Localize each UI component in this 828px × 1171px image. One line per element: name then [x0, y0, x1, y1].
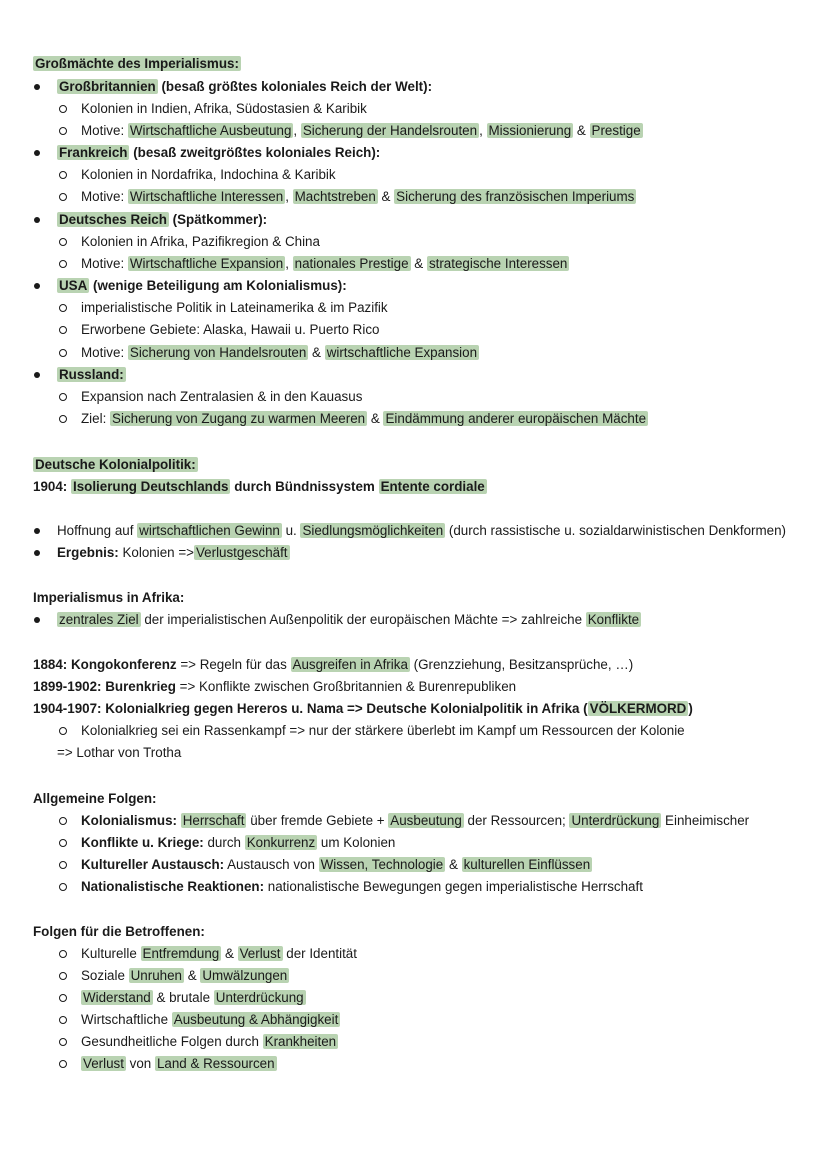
highlighted-text: Deutsches Reich	[59, 212, 167, 227]
bullet-circle	[59, 1055, 68, 1073]
betroffen-gesundheit: Gesundheitliche Folgen durch Krankheiten	[81, 1034, 337, 1049]
bullet-circle	[59, 188, 68, 206]
highlighted-text: Siedlungsmöglichkeiten	[302, 523, 444, 538]
bullet-dot	[34, 277, 42, 295]
kongokonferenz-line: 1884: Kongokonferenz => Regeln für das Ausgreifen in Afrika (Grenzziehung, Besitzansprüche, …)	[33, 657, 634, 672]
bullet-circle	[59, 1011, 68, 1029]
betroffen-verlust: Verlust von Land & Ressourcen	[83, 1056, 275, 1071]
item-grossbritannien: Großbritannien (besaß größtes koloniales Reich der Welt):	[59, 79, 433, 94]
highlighted-text: wirtschaftlichen Gewinn	[139, 523, 280, 538]
usa-politik: imperialistische Politik in Lateinamerika & im Pazifik	[81, 300, 388, 315]
highlighted-text: Konkurrenz	[246, 835, 316, 850]
bullet-circle	[59, 321, 68, 339]
item-frankreich: Frankreich (besaß zweitgrößtes koloniales Reich):	[59, 145, 381, 160]
betroffen-wirtschaft: Wirtschaftliche Ausbeutung & Abhängigkeit	[81, 1012, 339, 1027]
bullet-circle	[59, 834, 68, 852]
highlighted-text: Unterdrückung	[571, 813, 660, 828]
ru-expansion: Expansion nach Zentralasien & in den Kauasus	[81, 389, 363, 404]
highlighted-text: Ausbeutung	[390, 813, 462, 828]
highlighted-text: Ausgreifen in Afrika	[292, 657, 408, 672]
bullet-circle	[59, 410, 68, 428]
betroffen-widerstand: Widerstand & brutale Unterdrückung	[83, 990, 304, 1005]
usa-gebiete: Erworbene Gebiete: Alaska, Hawaii u. Puerto Rico	[81, 322, 380, 337]
ergebnis-line: Ergebnis: Kolonien => Verlustgeschäft	[57, 545, 288, 560]
highlighted-text: wirtschaftliche Expansion	[326, 345, 478, 360]
highlighted-text: zentrales Ziel	[59, 612, 139, 627]
highlighted-text: Prestige	[591, 123, 641, 138]
highlighted-text: strategische Interessen	[428, 256, 568, 271]
item-deutsches-reich: Deutsches Reich (Spätkommer):	[59, 212, 268, 227]
highlighted-text: Umwälzungen	[202, 968, 288, 983]
highlighted-text: Wirtschaftliche Ausbeutung	[129, 123, 292, 138]
section-title-afrika: Imperialismus in Afrika:	[33, 590, 185, 605]
highlighted-text: nationales Prestige	[294, 256, 409, 271]
bullet-circle	[59, 255, 68, 273]
highlighted-text: Unterdrückung	[215, 990, 304, 1005]
bullet-circle	[59, 166, 68, 184]
trotha-line: => Lothar von Trotha	[57, 745, 182, 760]
bullet-dot	[34, 78, 42, 96]
bullet-circle	[59, 122, 68, 140]
fr-kolonien: Kolonien in Nordafrika, Indochina & Karibik	[81, 167, 336, 182]
highlighted-text: Deutsche Kolonialpolitik:	[35, 457, 196, 472]
bullet-dot	[34, 366, 42, 384]
folge-kolonialismus: Kolonialismus: Herrschaft über fremde Gebiete + Ausbeutung der Ressourcen; Unterdrückung Einheimischer	[81, 813, 750, 828]
highlighted-text: Entente cordiale	[380, 479, 485, 494]
hereros-line: 1904-1907: Kolonialkrieg gegen Hereros u. Nama => Deutsche Kolonialpolitik in Afrika ( VÖLKERMORD )	[33, 701, 693, 716]
bullet-dot	[34, 211, 42, 229]
bullet-circle	[59, 233, 68, 251]
section-title-betroffene: Folgen für die Betroffenen:	[33, 924, 205, 939]
highlighted-text: Missionierung	[488, 123, 572, 138]
bullet-dot	[34, 144, 42, 162]
highlighted-text: Großmächte des Imperialismus:	[35, 56, 239, 71]
hoffnung-line: Hoffnung auf wirtschaftlichen Gewinn u. Siedlungsmöglichkeiten (durch rassistische u. sozialdarwinistischen Denkformen)	[57, 523, 786, 538]
highlighted-text: Machtstreben	[294, 189, 376, 204]
folge-konflikte: Konflikte u. Kriege: durch Konkurrenz um Kolonien	[81, 835, 396, 850]
highlighted-text: Sicherung von Handelsrouten	[129, 345, 307, 360]
highlighted-text: Verlustgeschäft	[195, 545, 288, 560]
betroffen-kulturell: Kulturelle Entfremdung & Verlust der Identität	[81, 946, 357, 961]
bullet-circle	[59, 967, 68, 985]
section-title-allgemeine-folgen: Allgemeine Folgen:	[33, 791, 157, 806]
highlighted-text: Land & Ressourcen	[156, 1056, 275, 1071]
highlighted-text: Sicherung von Zugang zu warmen Meeren	[112, 411, 366, 426]
bullet-circle	[59, 812, 68, 830]
highlighted-text: Wissen, Technologie	[320, 857, 444, 872]
bullet-circle	[59, 945, 68, 963]
bullet-dot	[34, 544, 42, 562]
highlighted-text: Wirtschaftliche Interessen	[129, 189, 284, 204]
gb-kolonien: Kolonien in Indien, Afrika, Südostasien & Karibik	[81, 101, 367, 116]
highlighted-text: Verlust	[239, 946, 281, 961]
highlighted-text: Russland:	[59, 367, 124, 382]
burenkrieg-line: 1899-1902: Burenkrieg => Konflikte zwischen Großbritannien & Burenrepubliken	[33, 679, 517, 694]
bullet-circle	[59, 299, 68, 317]
folge-austausch: Kultureller Austausch: Austausch von Wissen, Technologie & kulturellen Einflüssen	[81, 857, 591, 872]
usa-motive: Motive: Sicherung von Handelsrouten & wirtschaftliche Expansion	[81, 345, 478, 360]
bullet-circle	[59, 344, 68, 362]
folge-nationalismus: Nationalistische Reaktionen: nationalistische Bewegungen gegen imperialistische Herrschaft	[81, 879, 643, 894]
section-title-grossmaechte	[33, 55, 241, 73]
highlighted-text: USA	[59, 278, 88, 293]
highlighted-text: kulturellen Einflüssen	[463, 857, 591, 872]
highlighted-text: Wirtschaftliche Expansion	[129, 256, 284, 271]
fr-motive: Motive: Wirtschaftliche Interessen , Machtstreben & Sicherung des französischen Imperiums	[81, 189, 635, 204]
bullet-circle	[59, 878, 68, 896]
highlighted-text: Sicherung der Handelsrouten	[302, 123, 478, 138]
highlighted-text: Frankreich	[59, 145, 128, 160]
highlighted-text: VÖLKERMORD	[589, 701, 687, 716]
item-usa: USA (wenige Beteiligung am Kolonialismus):	[59, 278, 347, 293]
highlighted-text: Großbritannien	[59, 79, 156, 94]
bullet-circle	[59, 722, 68, 740]
betroffen-sozial: Soziale Unruhen & Umwälzungen	[81, 968, 288, 983]
bullet-circle	[59, 388, 68, 406]
de-motive: Motive: Wirtschaftliche Expansion , nationales Prestige & strategische Interessen	[81, 256, 568, 271]
bullet-circle	[59, 1033, 68, 1051]
section-title-kolonialpolitik	[33, 456, 198, 474]
highlighted-text: Unruhen	[130, 968, 183, 983]
rassenkampf-line: Kolonialkrieg sei ein Rassenkampf => nur der stärkere überlebt im Kampf um Ressourcen der Kolonie	[81, 723, 685, 738]
bullet-circle	[59, 989, 68, 1007]
bullet-dot	[34, 611, 42, 629]
highlighted-text: Eindämmung anderer europäischen Mächte	[385, 411, 647, 426]
entente-line: 1904: Isolierung Deutschlands durch Bündnissystem Entente cordiale	[33, 479, 485, 494]
highlighted-text: Sicherung des französischen Imperiums	[396, 189, 635, 204]
bullet-circle	[59, 856, 68, 874]
highlighted-text: Entfremdung	[142, 946, 220, 961]
highlighted-text: Ausbeutung & Abhängigkeit	[173, 1012, 339, 1027]
highlighted-text: Isolierung Deutschlands	[72, 479, 229, 494]
highlighted-text: Konflikte	[587, 612, 640, 627]
highlighted-text: Widerstand	[83, 990, 151, 1005]
gb-motive: Motive: Wirtschaftliche Ausbeutung , Sicherung der Handelsrouten , Missionierung & Prestige	[81, 123, 641, 138]
bullet-dot	[34, 522, 42, 540]
highlighted-text: Verlust	[83, 1056, 124, 1071]
de-kolonien: Kolonien in Afrika, Pazifikregion & China	[81, 234, 320, 249]
item-russland	[57, 366, 126, 384]
highlighted-text: Krankheiten	[264, 1034, 337, 1049]
bullet-circle	[59, 100, 68, 118]
zentrales-ziel-line: zentrales Ziel der imperialistischen Außenpolitik der europäischen Mächte => zahlreiche Konflikte	[59, 612, 640, 627]
ru-ziel: Ziel: Sicherung von Zugang zu warmen Meeren & Eindämmung anderer europäischen Mächte	[81, 411, 647, 426]
highlighted-text: Herrschaft	[182, 813, 245, 828]
